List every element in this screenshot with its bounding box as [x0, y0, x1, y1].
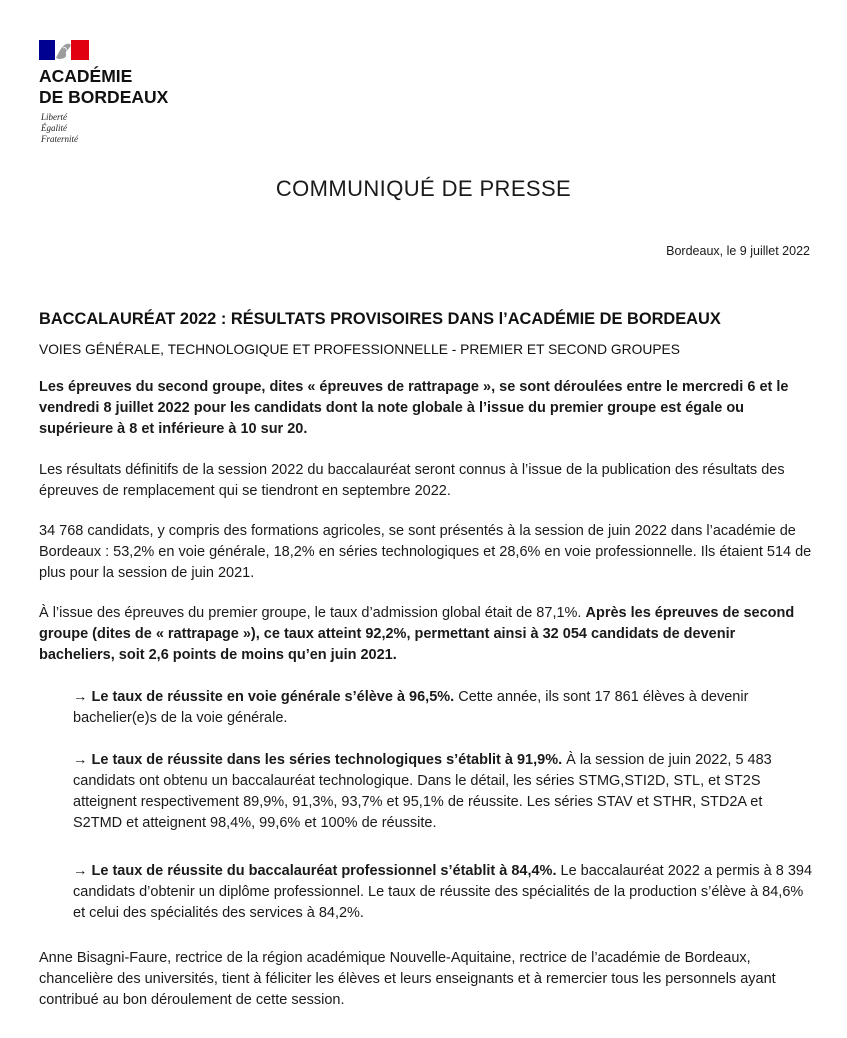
admission-second-group-text: Après les épreuves de second groupe (dites de « rattrapage »), ce taux atteint 92,2%, permettant ainsi à 32 054 candidats de devenir bacheliers, soit 2,6 points de moins qu’en juin 2021. [39, 605, 795, 663]
place-date: Bordeaux, le 9 juillet 2022 [666, 244, 810, 258]
candidates-paragraph: 34 768 candidats, y compris des formations agricoles, se sont présentés à la session de juin 2022 dans l’académie de Bordeaux : 53,2% en voie générale, 18,2% en séries technologiques et 28,6% en voie professionnelle. Ils étaient 514 de plus pour la session de juin 2021. [39, 523, 812, 581]
general-track-paragraph [73, 687, 813, 729]
arrow-right-icon: → [73, 689, 88, 705]
admission-first-group-text: À l’issue des épreuves du premier groupe, le taux d’admission global était de 87,1%. [39, 605, 586, 621]
motto-liberte: Liberté [41, 112, 67, 122]
professional-track-paragraph [73, 861, 813, 924]
academie-name-line2: DE BORDEAUX [39, 87, 169, 107]
pro-rate-text: Le taux de réussite du baccalauréat professionnel s’établit à 84,4%. [91, 863, 557, 879]
sub-heading: VOIES GÉNÉRALE, TECHNOLOGIQUE ET PROFESSIONNELLE - PREMIER ET SECOND GROUPES [39, 342, 680, 357]
arrow-right-icon: → [73, 863, 88, 879]
republic-motto [41, 112, 78, 145]
closing-paragraph: Anne Bisagni-Faure, rectrice de la région académique Nouvelle-Aquitaine, rectrice de l’académie de Bordeaux, chancelière des universités, tient à féliciter les élèves et leurs enseignants et à remercier tous les personnels ayant contribué au bon déroulement de cette session. [39, 950, 776, 1008]
arrow-right-icon: → [73, 752, 88, 768]
main-heading: BACCALAURÉAT 2022 : RÉSULTATS PROVISOIRES DANS l’ACADÉMIE DE BORDEAUX [39, 310, 721, 328]
motto-fraternite: Fraternité [41, 134, 78, 144]
intro-paragraph [39, 377, 814, 440]
technological-track-paragraph [73, 750, 813, 834]
academie-name-line1: ACADÉMIE [39, 66, 133, 86]
document-title: COMMUNIQUÉ DE PRESSE [275, 176, 572, 201]
admission-paragraph [39, 603, 814, 666]
marianne-emblem-icon [39, 40, 89, 60]
general-detail-text: Cette année, ils sont 17 861 élèves à devenir bachelier(e)s de la voie générale. [73, 689, 749, 726]
motto-egalite: Égalité [41, 123, 67, 133]
intro-text: Les épreuves du second groupe, dites « épreuves de rattrapage », se sont déroulées entre le mercredi 6 et le vendredi 8 juillet 2022 pour les candidats dont la note globale à l’issue du premier groupe est égale ou supérieure à 8 et inférieure à 10 sur 20. [39, 379, 789, 437]
general-rate-text: Le taux de réussite en voie générale s’élève à 96,5%. [91, 689, 455, 705]
techno-detail-text: À la session de juin 2022, 5 483 candidats ont obtenu un baccalauréat technologique. Dans le détail, les séries STMG,STI2D, STL, et ST2S atteignent respectivement 89,9%, 91,3%, 93,7% et 95,1% de réussite. Les séries STAV et STHR, STD2A et S2TMD et atteignent 98,4%, 99,6% et 100% de réussite. [73, 752, 772, 831]
academie-name [39, 66, 168, 108]
techno-rate-text: Le taux de réussite dans les séries technologiques s’établit à 91,9%. [91, 752, 563, 768]
definitive-results-paragraph: Les résultats définitifs de la session 2022 du baccalauréat seront connus à l’issue de la publication des résultats des épreuves de remplacement qui se tiendront en septembre 2022. [39, 462, 785, 499]
pro-detail-text: Le baccalauréat 2022 a permis à 8 394 candidats d’obtenir un diplôme professionnel. Le taux de réussite des spécialités de la production s’élève à 84,6% et celui des spécialités des services à 84,2%. [73, 863, 813, 921]
